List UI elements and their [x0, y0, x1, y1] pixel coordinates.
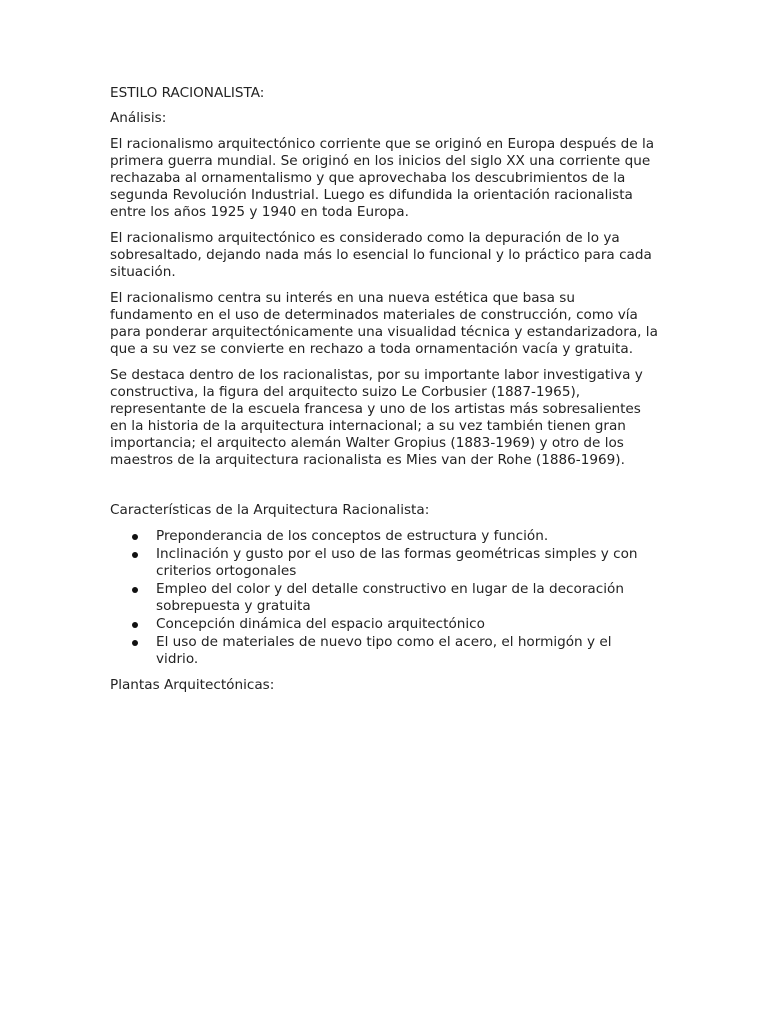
document-title: ESTILO RACIONALISTA:: [110, 85, 265, 101]
list-item: [110, 634, 658, 668]
document-page: [110, 85, 658, 703]
list-item: [110, 546, 658, 580]
characteristics-list: [110, 528, 658, 668]
paragraph-3: El racionalismo centra su interés en una nueva estética que basa su fundamento en el uso de determinados materiales de construcción, como vía para ponderar arquitectónicamente una visualidad técnica y estandarizadora, la que a su vez se convierte en rechazo a toda ornamentación vacía y gratuita.: [110, 290, 658, 357]
plants-heading: Plantas Arquitectónicas:: [110, 677, 275, 693]
paragraph-2: El racionalismo arquitectónico es considerado como la depuración de lo ya sobresaltado, dejando nada más lo esencial lo funcional y lo práctico para cada situación.: [110, 230, 652, 280]
list-item-text: Empleo del color y del detalle constructivo en lugar de la decoración sobrepuesta y gratuita: [156, 581, 624, 614]
list-item: [110, 581, 658, 615]
list-item: [110, 528, 658, 545]
paragraph-1: El racionalismo arquitectónico corriente que se originó en Europa después de la primera guerra mundial. Se originó en los inicios del siglo XX una corriente que rechazaba al ornamentalismo y que aprovechaba los descubrimientos de la segunda Revolución Industrial. Luego es difundida la orientación racionalista entre los años 1925 y 1940 en toda Europa.: [110, 136, 655, 220]
list-item-text: El uso de materiales de nuevo tipo como el acero, el hormigón y el vidrio.: [156, 634, 612, 667]
list-item-text: Concepción dinámica del espacio arquitectónico: [156, 616, 485, 632]
characteristics-heading: Características de la Arquitectura Racionalista:: [110, 502, 430, 518]
list-item-text: Inclinación y gusto por el uso de las formas geométricas simples y con criterios ortogonales: [156, 546, 638, 579]
bullet-icon: [132, 552, 138, 558]
bullet-icon: [132, 587, 138, 593]
bullet-icon: [132, 640, 138, 646]
bullet-icon: [132, 622, 138, 628]
list-item: [110, 616, 658, 633]
bullet-icon: [132, 534, 138, 540]
list-item-text: Preponderancia de los conceptos de estructura y función.: [156, 528, 549, 544]
analysis-heading: Análisis:: [110, 110, 167, 126]
paragraph-4: Se destaca dentro de los racionalistas, por su importante labor investigativa y constructiva, la figura del arquitecto suizo Le Corbusier (1887-1965), representante de la escuela francesa y uno de los artistas más sobresalientes en la historia de la arquitectura internacional; a su vez también tienen gran importancia; el arquitecto alemán Walter Gropius (1883-1969) y otro de los maestros de la arquitectura racionalista es Mies van der Rohe (1886-1969).: [110, 367, 643, 468]
